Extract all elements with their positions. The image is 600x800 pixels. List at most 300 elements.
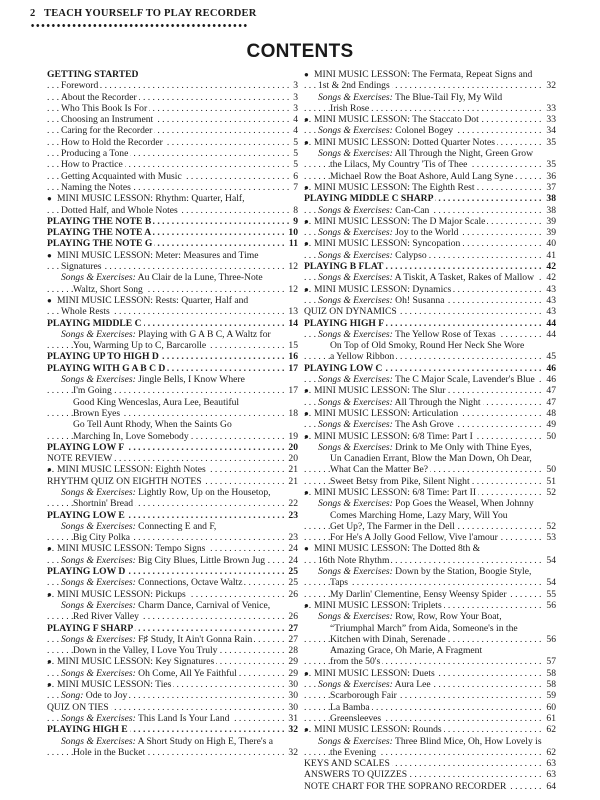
toc-entry-title (318, 679, 433, 690)
toc-entry (304, 724, 556, 735)
contents-heading: CONTENTS (246, 41, 354, 62)
toc-page-number: 32 (288, 746, 298, 758)
toc-entry (304, 125, 556, 136)
toc-entry-title (61, 329, 271, 340)
toc-entry-text: Oh! Susanna (392, 294, 445, 306)
toc-entry-title (61, 736, 273, 747)
toc-entry-title (318, 272, 536, 283)
toc-entry-title (73, 498, 135, 509)
toc-entry (304, 351, 556, 362)
toc-entry-text: PLAYING LOW F (47, 441, 125, 453)
toc-entry (47, 363, 298, 374)
toc-entry-title (330, 577, 350, 588)
toc-entry-text: PLAYING THE NOTE A (47, 227, 152, 239)
toc-entry-text: Whole Rests (61, 306, 110, 318)
toc-entry-text: QUIZ ON DYNAMICS (304, 306, 397, 318)
toc-entry-title (330, 656, 382, 667)
toc-entry-title (318, 736, 542, 747)
toc-page-number: 33 (546, 114, 556, 126)
toc-page-number: 12 (288, 261, 298, 273)
toc-page-number: 26 (288, 611, 298, 623)
toc-entry (304, 182, 556, 193)
toc-entry-text: Jingle Bells, I Know Where (135, 374, 245, 386)
toc-entry (304, 543, 556, 554)
toc-entry-text: Amazing Grace, Oh Marie, A Fragment (330, 645, 483, 657)
toc-left-column (47, 69, 298, 758)
toc-entry (304, 69, 556, 80)
toc-entry-title (47, 724, 130, 735)
toc-entry-text: Producing a Tone (61, 148, 129, 160)
toc-page-number: 11 (288, 238, 298, 250)
toc-page-number: 32 (546, 80, 556, 92)
toc-entry (304, 408, 556, 419)
toc-entry-text: MINI MUSIC LESSON: 6/8 Time: Part II (314, 486, 477, 498)
toc-page-number: 16 (288, 351, 298, 363)
toc-entry-title (61, 272, 263, 283)
songs-label: Songs & Exercises: (318, 249, 393, 261)
toc-entry (304, 758, 556, 769)
toc-entry-text: Au Clair de la Lune, Three-Note (135, 272, 263, 284)
toc-entry-text: Colonel Bogey (392, 125, 454, 137)
toc-entry-title (61, 600, 270, 611)
toc-entry-text: the Evening (330, 746, 377, 758)
dotted-rule (30, 23, 248, 28)
toc-entry (47, 679, 298, 690)
toc-entry-title (73, 385, 114, 396)
songs-label: Songs & Exercises: (318, 204, 393, 216)
toc-entry (47, 385, 298, 396)
toc-entry (304, 205, 556, 216)
toc-entry-title (73, 532, 132, 543)
toc-entry (304, 510, 556, 521)
songs-label: Songs & Exercises: (61, 554, 136, 566)
toc-entry (304, 329, 556, 340)
toc-entry (47, 442, 298, 453)
toc-entry-title (57, 250, 258, 261)
toc-entry-text: Calypso (392, 249, 427, 261)
toc-page-number: 21 (288, 475, 298, 487)
toc-entry-text: Aura Lee (392, 679, 431, 691)
toc-entry-title (314, 238, 462, 249)
toc-page-number: 25 (288, 566, 298, 578)
toc-entry-title (47, 702, 111, 713)
toc-entry (47, 261, 298, 272)
toc-entry-title (318, 92, 502, 103)
toc-page-number: 51 (546, 475, 556, 487)
toc-entry-title (314, 543, 480, 554)
toc-entry (47, 329, 298, 340)
toc-entry-text: How to Practice (61, 159, 123, 171)
toc-page-number: 37 (546, 181, 556, 193)
toc-entry-title (61, 634, 254, 645)
toc-entry (47, 668, 298, 679)
toc-entry (304, 781, 556, 792)
toc-entry (304, 464, 556, 475)
toc-entry-title (47, 69, 138, 80)
toc-page-number: 50 (546, 430, 556, 442)
toc-entry (47, 306, 298, 317)
toc-entry-text: PLAYING LOW D (47, 566, 126, 578)
toc-entry-title (318, 295, 446, 306)
toc-entry-text: Down in the Valley, I Love You Truly (73, 645, 218, 657)
toc-entry-text: Get Up?, The Farmer in the Dell (330, 520, 455, 532)
toc-entry-text: This Land Is Your Land (135, 712, 230, 724)
songs-label: Songs & Exercises: (318, 148, 393, 160)
toc-entry-text: MINI MUSIC LESSON: Key Signatures (57, 656, 215, 668)
toc-entry (47, 623, 298, 634)
toc-entry-text: Who This Book Is For (61, 102, 148, 114)
toc-entry-title (318, 397, 483, 408)
toc-entry-text: Playing with G A B C, A Waltz for (135, 328, 271, 340)
toc-entry-title (61, 555, 267, 566)
toc-entry-title (330, 713, 383, 724)
toc-page-number: 9 (293, 215, 298, 227)
toc-entry (47, 566, 298, 577)
toc-entry-text: MINI MUSIC LESSON: The Slur (314, 385, 446, 397)
toc-entry-title (314, 385, 447, 396)
toc-entry-text: MINI MUSIC LESSON: Tempo Signs (57, 543, 206, 555)
toc-page-number: 35 (546, 159, 556, 171)
toc-entry-title (57, 193, 244, 204)
toc-entry-title (57, 656, 216, 667)
toc-entry-text: PLAYING B FLAT (304, 261, 384, 273)
toc-entry (47, 408, 298, 419)
toc-entry (47, 611, 298, 622)
toc-entry-text: MINI MUSIC LESSON: The Dotted 8th & (314, 543, 481, 555)
songs-label: Songs & Exercises: (318, 441, 393, 453)
toc-entry-title (330, 690, 399, 701)
toc-entry-title (330, 351, 396, 362)
toc-entry-title (61, 148, 130, 159)
toc-entry-text: 1st & 2nd Endings (318, 80, 390, 92)
toc-page-number: 38 (546, 204, 556, 216)
songs-label: Songs & Exercises: (61, 374, 136, 386)
toc-page-number: 36 (546, 170, 556, 182)
toc-entry (304, 92, 556, 103)
toc-entry (304, 374, 556, 385)
songs-label: Songs & Exercises: (318, 679, 393, 691)
toc-entry (47, 227, 298, 238)
toc-entry (304, 114, 556, 125)
toc-page-number: 43 (546, 294, 556, 306)
toc-entry-title (61, 306, 112, 317)
songs-label: Songs & Exercises: (61, 520, 136, 532)
toc-entry-text: Joy to the World (392, 227, 459, 239)
toc-entry (47, 397, 298, 408)
toc-entry-title (47, 238, 154, 249)
toc-page-number: 8 (293, 204, 298, 216)
toc-entry-title (318, 611, 502, 622)
toc-page-number: 40 (546, 238, 556, 250)
songs-label: Songs & Exercises: (318, 227, 393, 239)
toc-entry-text: Sweet Betsy from Pike, Silent Night (330, 475, 470, 487)
toc-entry-title (318, 148, 533, 159)
toc-entry (47, 645, 298, 656)
toc-page-number: 13 (288, 306, 298, 318)
toc-entry (47, 216, 298, 227)
toc-entry (304, 431, 556, 442)
toc-entry (304, 419, 556, 430)
toc-page-number: 3 (293, 102, 298, 114)
toc-entry-title (330, 702, 372, 713)
toc-page-number: 4 (293, 114, 298, 126)
toc-entry (304, 284, 556, 295)
toc-entry (304, 623, 556, 634)
toc-entry (47, 690, 298, 701)
toc-entry (47, 205, 298, 216)
toc-entry-text: Hole in the Bucket (73, 746, 146, 758)
toc-entry-title (73, 340, 208, 351)
toc-entry-text: NOTE CHART FOR THE SOPRANO RECORDER (304, 780, 507, 792)
toc-page-number: 39 (546, 227, 556, 239)
toc-entry (47, 498, 298, 509)
toc-entry-text: the Lilacs, My Country 'Tis of Thee (330, 159, 468, 171)
toc-entry-title (47, 623, 135, 634)
toc-entry-text: On Top of Old Smoky, Round Her Neck She Wore (330, 340, 525, 352)
toc-page-number: 63 (546, 769, 556, 781)
toc-entry-title (330, 510, 508, 521)
toc-entry (304, 306, 556, 317)
toc-page-number: 17 (288, 362, 298, 374)
toc-page-number: 7 (293, 181, 298, 193)
toc-entry-title (57, 679, 173, 690)
toc-entry (304, 690, 556, 701)
toc-entry-title (314, 284, 453, 295)
toc-page-number: 20 (288, 441, 298, 453)
toc-page-number: 44 (546, 328, 556, 340)
toc-entry (304, 747, 556, 758)
toc-entry-title (61, 577, 244, 588)
songs-label: Songs & Exercises: (318, 566, 393, 578)
toc-entry (304, 702, 556, 713)
toc-entry-title (318, 566, 531, 577)
toc-entry-title (61, 374, 245, 385)
songs-label: Song: (61, 690, 84, 702)
toc-entry-text: QUIZ ON TIES (47, 701, 109, 713)
toc-entry-text: Drink to Me Only with Thine Eyes, (392, 441, 532, 453)
toc-entry-text: A Tiskit, A Tasket, Rakes of Mallow (392, 272, 534, 284)
toc-entry-title (304, 318, 386, 329)
toc-entry-text: PLAYING UP TO HIGH D (47, 351, 159, 363)
toc-entry (304, 261, 556, 272)
toc-entry-title (57, 464, 208, 475)
toc-entry-text: Red River Valley (73, 611, 139, 623)
toc-entry-text: La Bamba (330, 701, 370, 713)
toc-entry-text: All Through the Night, Green Grow (392, 148, 534, 160)
toc-entry-text: The Ash Grove (392, 419, 454, 431)
toc-entry (304, 634, 556, 645)
toc-entry (47, 521, 298, 532)
toc-page-number: 59 (546, 690, 556, 702)
toc-entry-title (318, 374, 537, 385)
toc-entry (47, 171, 298, 182)
toc-page-number: 27 (288, 633, 298, 645)
toc-entry-title (61, 103, 149, 114)
toc-entry (304, 238, 556, 249)
toc-entry-title (47, 476, 204, 487)
book-title: TEACH YOURSELF TO PLAY RECORDER (44, 8, 257, 19)
toc-page-number: 24 (288, 543, 298, 555)
songs-label: Songs & Exercises: (61, 577, 136, 589)
toc-entry-text: The Blue-Tail Fly, My Wild (392, 91, 503, 103)
toc-entry (47, 577, 298, 588)
toc-entry (304, 577, 556, 588)
toc-entry (304, 521, 556, 532)
toc-page-number: 50 (546, 464, 556, 476)
toc-page-number: 10 (288, 227, 298, 239)
toc-entry-title (314, 216, 487, 227)
toc-entry (47, 634, 298, 645)
toc-page-number: 47 (546, 396, 556, 408)
toc-entry-title (330, 589, 509, 600)
toc-entry (304, 159, 556, 170)
toc-entry-text: NOTE REVIEW (47, 453, 113, 465)
toc-entry (47, 431, 298, 442)
toc-entry-title (318, 442, 532, 453)
toc-entry-title (314, 668, 437, 679)
toc-page-number: 26 (288, 588, 298, 600)
toc-entry-text: I'm Going (73, 385, 112, 397)
toc-entry-title (73, 645, 219, 656)
toc-entry-text: GETTING STARTED (47, 69, 139, 80)
toc-page-number: 6 (293, 170, 298, 182)
toc-page-number: 24 (288, 554, 298, 566)
toc-entry-title (304, 758, 392, 769)
toc-entry-text: PLAYING MIDDLE C (47, 317, 142, 329)
toc-entry-text: Kitchen with Dinah, Serenade (330, 633, 446, 645)
toc-page-number: 56 (546, 633, 556, 645)
toc-entry-text: MINI MUSIC LESSON: Rests: Quarter, Half and (57, 294, 249, 306)
toc-entry-text: Getting Acquainted with Music (61, 170, 182, 182)
toc-page-number: 23 (288, 509, 298, 521)
toc-entry-text: Caring for the Recorder (61, 125, 153, 137)
toc-entry (47, 532, 298, 543)
toc-entry-text: Michael Row the Boat Ashore, Auld Lang Syne (330, 170, 514, 182)
toc-entry (47, 453, 298, 464)
toc-entry (304, 713, 556, 724)
toc-entry-text: Irish Rose (330, 102, 370, 114)
toc-page-number: 46 (546, 374, 556, 386)
toc-entry-title (318, 419, 456, 430)
toc-entry-title (61, 205, 180, 216)
toc-page-number: 12 (288, 283, 298, 295)
toc-entry-text: PLAYING LOW C (304, 362, 383, 374)
toc-entry-text: The Yellow Rose of Texas (392, 328, 496, 340)
toc-page-number: 58 (546, 679, 556, 691)
songs-label: Songs & Exercises: (61, 667, 136, 679)
toc-entry (47, 724, 298, 735)
toc-entry-title (73, 419, 232, 430)
songs-label: Songs & Exercises: (318, 735, 393, 747)
toc-entry (47, 464, 298, 475)
page-number: 2 (30, 8, 36, 19)
toc-entry-text: Big City Blues, Little Brown Jug (135, 554, 266, 566)
toc-entry-text: Connecting E and F, (135, 520, 217, 532)
toc-entry (47, 510, 298, 521)
toc-entry (47, 182, 298, 193)
toc-entry (47, 487, 298, 498)
toc-entry-title (318, 329, 498, 340)
toc-page-number: 63 (546, 758, 556, 770)
toc-entry-text: from the 50's (330, 656, 381, 668)
toc-entry (304, 532, 556, 543)
toc-entry-text: Row, Row, Row Your Boat, (392, 611, 502, 623)
toc-entry (304, 566, 556, 577)
toc-entry (47, 148, 298, 159)
toc-entry (47, 318, 298, 329)
toc-entry (304, 103, 556, 114)
toc-entry-text: Taps (330, 577, 348, 589)
toc-entry-title (330, 476, 472, 487)
toc-page-number: 55 (546, 588, 556, 600)
toc-page-number: 22 (288, 498, 298, 510)
toc-entry-title (304, 193, 435, 204)
songs-label: Songs & Exercises: (61, 735, 136, 747)
toc-entry-title (330, 645, 482, 656)
toc-entry-title (314, 431, 475, 442)
toc-entry-title (57, 295, 248, 306)
toc-entry-title (73, 747, 147, 758)
toc-entry (304, 272, 556, 283)
toc-entry-text: MINI MUSIC LESSON: Duets (314, 667, 435, 679)
toc-page-number: 48 (546, 407, 556, 419)
toc-page-number: 33 (546, 102, 556, 114)
toc-entry-text: F♯ Study, It Ain't Gonna Rain (135, 633, 253, 645)
toc-page-number: 27 (288, 622, 298, 634)
toc-entry-title (57, 543, 207, 554)
toc-entry-text: Go Tell Aunt Rhody, When the Saints Go (73, 419, 232, 431)
toc-entry-text: PLAYING HIGH E (47, 724, 128, 736)
toc-entry-text: MINI MUSIC LESSON: The D Major Scale (314, 215, 486, 227)
toc-entry-title (314, 69, 532, 80)
toc-entry-title (318, 250, 429, 261)
songs-label: Songs & Exercises: (318, 396, 393, 408)
toc-entry (304, 250, 556, 261)
toc-entry (47, 272, 298, 283)
toc-entry-text: Brown Eyes (73, 407, 121, 419)
toc-entry-text: Scarborough Fair (330, 690, 397, 702)
toc-entry (47, 137, 298, 148)
toc-entry (47, 555, 298, 566)
toc-entry (304, 137, 556, 148)
toc-page-number: 49 (546, 419, 556, 431)
toc-entry-title (318, 227, 460, 238)
toc-entry-text: MINI MUSIC LESSON: Rhythm: Quarter, Half, (57, 193, 245, 205)
toc-entry (47, 125, 298, 136)
toc-entry (47, 238, 298, 249)
toc-entry-title (47, 351, 161, 362)
toc-right-column (304, 69, 556, 792)
toc-entry-text: Three Blind Mice, Oh, How Lovely is (392, 735, 542, 747)
toc-page-number: 45 (546, 351, 556, 363)
toc-entry-title (304, 769, 409, 780)
toc-entry (47, 103, 298, 114)
toc-page-number: 54 (546, 577, 556, 589)
toc-entry (304, 600, 556, 611)
toc-entry-text: MINI MUSIC LESSON: Ties (57, 679, 172, 691)
toc-entry-title (47, 453, 114, 464)
toc-entry-title (330, 171, 515, 182)
toc-entry-text: For He's A Jolly Good Fellow, Vive l'amour (330, 532, 498, 544)
toc-entry-title (314, 182, 477, 193)
toc-entry (304, 656, 556, 667)
toc-entry (47, 193, 298, 204)
toc-entry-text: MINI MUSIC LESSON: Articulation (314, 407, 459, 419)
toc-entry-text: A Short Study on High E, There's a (135, 735, 273, 747)
toc-entry-title (330, 623, 518, 634)
toc-entry-text: MINI MUSIC LESSON: The Eighth Rest (314, 181, 475, 193)
toc-entry-title (73, 408, 122, 419)
